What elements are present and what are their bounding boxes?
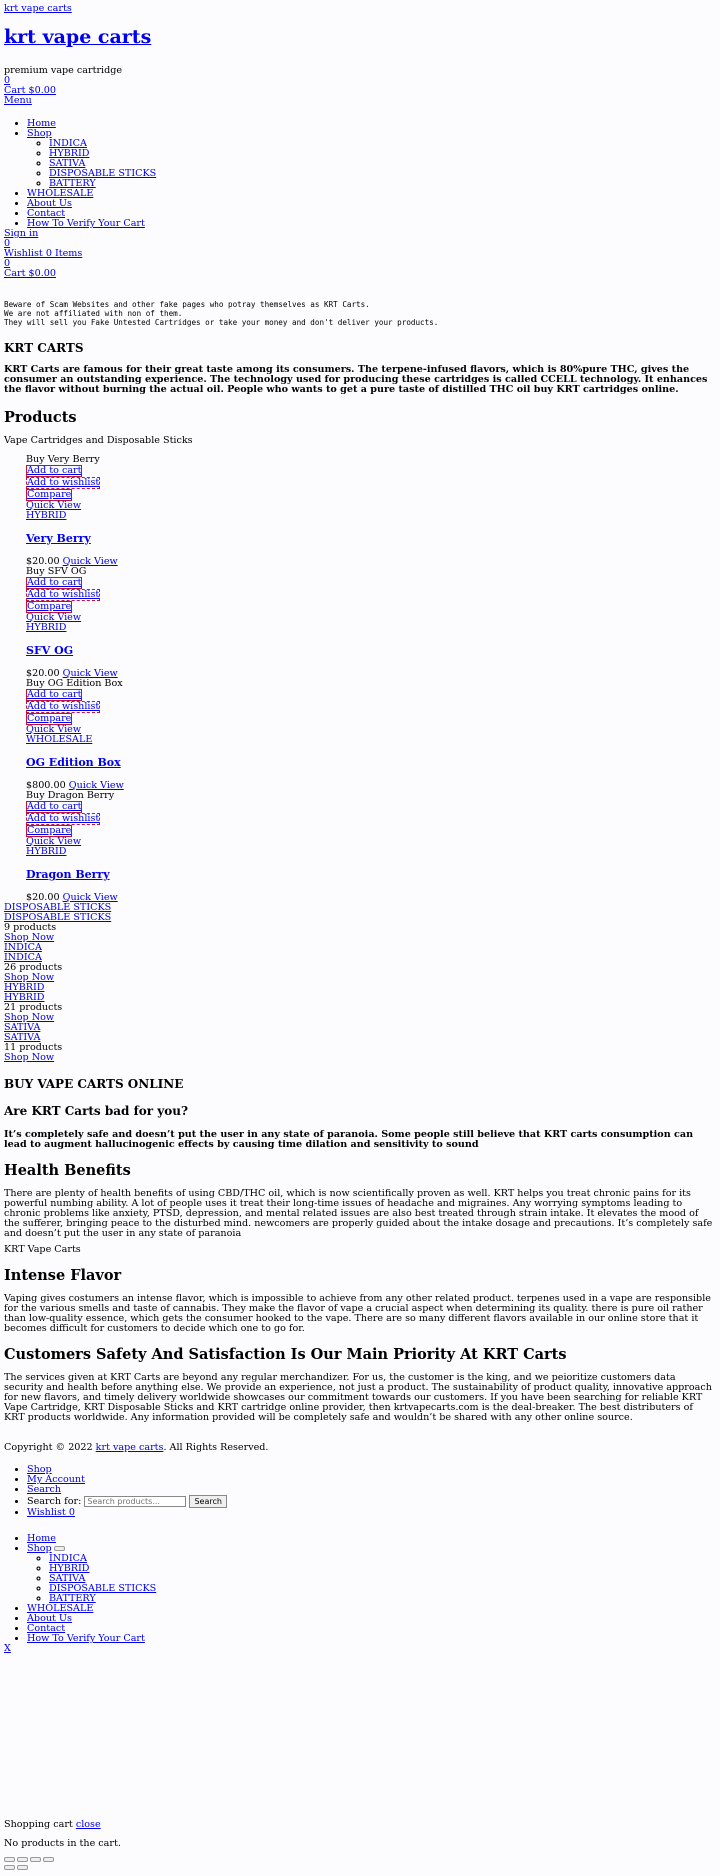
product-price: $800.00 bbox=[26, 780, 66, 791]
add-to-cart-button[interactable]: Add to cart bbox=[27, 689, 82, 700]
product-title[interactable]: Very Berry bbox=[26, 532, 91, 545]
bottom-toolbar bbox=[4, 1465, 716, 1518]
category-count: 26 products bbox=[4, 962, 63, 973]
nav-hybrid[interactable]: HYBRID bbox=[49, 148, 90, 159]
primary-nav bbox=[4, 119, 716, 229]
products-heading: Products bbox=[4, 409, 77, 426]
site-logo[interactable]: krt vape carts bbox=[4, 3, 72, 14]
category-name[interactable]: SATIVA bbox=[4, 1032, 41, 1043]
compare-button[interactable]: Compare bbox=[27, 825, 72, 836]
add-to-cart-button[interactable]: Add to cart bbox=[27, 577, 82, 588]
shop-now-link[interactable]: Shop Now bbox=[4, 1012, 55, 1023]
toolbar-search[interactable]: Search bbox=[27, 1484, 62, 1495]
nav-home[interactable]: Home bbox=[27, 118, 56, 129]
nav-sativa[interactable]: SATIVA bbox=[49, 158, 86, 169]
category-count: 9 products bbox=[4, 922, 57, 933]
compare-button[interactable]: Compare bbox=[27, 601, 72, 612]
nav-about[interactable]: About Us bbox=[27, 198, 72, 209]
product-category[interactable]: WHOLESALE bbox=[26, 734, 93, 745]
product-category[interactable]: HYBRID bbox=[26, 622, 67, 633]
copyright bbox=[4, 1443, 716, 1453]
product-card bbox=[4, 567, 716, 679]
category-count: 11 products bbox=[4, 1042, 63, 1053]
copyright-site-link[interactable]: krt vape carts bbox=[95, 1442, 164, 1453]
quick-view-link[interactable]: Quick View bbox=[62, 668, 118, 679]
header-cart-link[interactable]: Cart $0.00 bbox=[4, 85, 57, 96]
product-image[interactable]: Buy SFV OG bbox=[26, 566, 87, 577]
category-tile bbox=[4, 1023, 716, 1063]
side-cart-controls bbox=[4, 1857, 121, 1863]
mobile-nav-verify[interactable]: How To Verify Your Cart bbox=[27, 1633, 145, 1644]
add-to-cart-button[interactable]: Add to cart bbox=[27, 465, 82, 476]
menu-toggle[interactable]: Menu bbox=[4, 95, 32, 106]
add-to-cart-button[interactable]: Add to cart bbox=[27, 801, 82, 812]
side-cart-close[interactable]: close bbox=[75, 1819, 101, 1830]
product-category[interactable]: HYBRID bbox=[26, 510, 67, 521]
control-button[interactable] bbox=[4, 1857, 15, 1862]
product-card bbox=[4, 791, 716, 903]
category-image[interactable]: SATIVA bbox=[4, 1022, 41, 1033]
add-to-wishlist-button[interactable]: Add to wishlist bbox=[27, 477, 100, 488]
wishlist-count[interactable]: 0 bbox=[4, 238, 11, 249]
product-price: $20.00 bbox=[26, 668, 60, 679]
quick-view-link[interactable]: Quick View bbox=[26, 612, 82, 623]
add-to-wishlist-button[interactable]: Add to wishlist bbox=[27, 589, 100, 600]
safety-heading: Customers Safety And Satisfaction Is Our Main Priority At KRT Carts bbox=[4, 1346, 567, 1363]
site-tagline: premium vape cartridge bbox=[4, 65, 123, 76]
quick-view-link[interactable]: Quick View bbox=[62, 892, 118, 903]
product-image[interactable]: Buy Very Berry bbox=[26, 454, 100, 465]
category-name[interactable]: HYBRID bbox=[4, 992, 45, 1003]
flavor-text: Vaping gives costumers an intense flavor, which is impossible to achieve from any other related product. terpenes used in a vape are responsible for the various smells and taste of cannabis. They make the flavor of vape a crucial aspect when determining its quality. there is pure oil rather than low-quality essence, which gets the consumer hooked to the vape. There are so many different flavors available in our online store that it becomes difficult for customers to decide which one to go for. bbox=[4, 1293, 711, 1334]
side-cart-empty: No products in the cart. bbox=[4, 1838, 121, 1849]
buy-heading: BUY VAPE CARTS ONLINE bbox=[4, 1077, 184, 1091]
category-tile bbox=[4, 903, 716, 943]
search-button[interactable]: Search bbox=[189, 1495, 226, 1508]
copyright-suffix: . All Rights Reserved. bbox=[163, 1442, 269, 1453]
product-title[interactable]: SFV OG bbox=[26, 644, 74, 657]
product-price: $20.00 bbox=[26, 892, 60, 903]
wishlist-link[interactable]: Wishlist 0 Items bbox=[4, 248, 83, 259]
category-tile bbox=[4, 983, 716, 1023]
mobile-nav-contact[interactable]: Contact bbox=[27, 1623, 66, 1634]
submenu-toggle-button[interactable] bbox=[54, 1546, 65, 1551]
control-button[interactable] bbox=[4, 1865, 15, 1870]
mobile-nav-sativa[interactable]: SATIVA bbox=[49, 1573, 86, 1584]
control-button[interactable] bbox=[43, 1857, 54, 1862]
health-text: There are plenty of health benefits of using CBD/THC oil, which is now scientifically proven as well. KRT helps you treat chronic pains for its powerful numbing ability. A lot of people uses it treat their long-time issues of headache and migraines. Any worrying symptoms leading to chronic problems like anxiety, PTSD, depression, and mental related issues are also best treated through strain intake. It elevates the mood of the sufferer, bringing peace to the disturbed mind. newcomers are properly guided about the intake dosage and precautions. It’s completely safe and doesn’t put the user in any state of paranoia bbox=[4, 1188, 713, 1239]
category-count: 21 products bbox=[4, 1002, 63, 1013]
product-list bbox=[4, 455, 716, 903]
toolbar-wishlist[interactable]: Wishlist 0 bbox=[27, 1507, 75, 1518]
flavor-heading: Intense Flavor bbox=[4, 1267, 122, 1284]
category-image[interactable]: HYBRID bbox=[4, 982, 45, 993]
krt-vape-carts-image: KRT Vape Carts bbox=[4, 1244, 81, 1255]
mobile-nav bbox=[4, 1534, 716, 1644]
products-subheading: Vape Cartridges and Disposable Sticks bbox=[4, 435, 193, 446]
product-price: $20.00 bbox=[26, 556, 60, 567]
toolbar-my-account[interactable]: My Account bbox=[27, 1474, 85, 1485]
intro-text: KRT Carts are famous for their great taste among its consumers. The terpene-infused flavors, which is 80%pure THC, gives the consumer an outstanding experience. The technology used for producing these cartridges is called CCELL technology. It enhances the flavor without burning the actual oil. People who wants to get a pure taste of distilled THC oil buy KRT cartridges online. bbox=[4, 364, 708, 395]
scam-notice bbox=[4, 300, 716, 327]
mobile-nav-indica[interactable]: INDICA bbox=[49, 1553, 87, 1564]
shop-now-link[interactable]: Shop Now bbox=[4, 932, 55, 943]
nav-battery[interactable]: BATTERY bbox=[49, 178, 96, 189]
product-image[interactable]: Buy OG Edition Box bbox=[26, 678, 123, 689]
safety-text: The services given at KRT Carts are beyond any regular merchandizer. For us, the customer is the king, and we peioritize customers data security and health before anything else. We provide an experience, not just a product. The sustainability of product quality, innovative approach for new flavors, and timely delivery worldwide showcases our commitment towards our customers. If you have been searching for reliable KRT Vape Cartridge, KRT Disposable Sticks and KRT cartridge online provider, then krtvapecarts.com is the deal-breaker. The best distributers of KRT products worldwide. Any information provided will be completely safe and wouldn’t be shared with any other online source. bbox=[4, 1372, 712, 1423]
compare-button[interactable]: Compare bbox=[27, 713, 72, 724]
category-name[interactable]: DISPOSABLE STICKS bbox=[4, 912, 112, 923]
mobile-nav-disposable-sticks[interactable]: DISPOSABLE STICKS bbox=[49, 1583, 157, 1594]
nav-wholesale[interactable]: WHOLESALE bbox=[27, 188, 94, 199]
mobile-nav-wholesale[interactable]: WHOLESALE bbox=[27, 1603, 94, 1614]
nav-verify[interactable]: How To Verify Your Cart bbox=[27, 218, 145, 229]
control-button[interactable] bbox=[30, 1857, 41, 1862]
nav-disposable-sticks[interactable]: DISPOSABLE STICKS bbox=[49, 168, 157, 179]
intro-heading: KRT CARTS bbox=[4, 341, 84, 355]
site-title[interactable]: krt vape carts bbox=[4, 26, 152, 48]
quick-view-link[interactable]: Quick View bbox=[68, 780, 124, 791]
quick-view-link[interactable]: Quick View bbox=[26, 724, 82, 735]
category-tile bbox=[4, 943, 716, 983]
add-to-wishlist-button[interactable]: Add to wishlist bbox=[27, 813, 100, 824]
notice-line-1: Beware of Scam Websites and other fake pages who potray themselves as KRT Carts. bbox=[4, 300, 370, 309]
account-cart-link[interactable]: Cart $0.00 bbox=[4, 268, 57, 279]
nav-shop[interactable]: Shop bbox=[27, 128, 52, 139]
search-input[interactable] bbox=[84, 1496, 186, 1507]
mobile-nav-shop[interactable]: Shop bbox=[27, 1543, 52, 1554]
mobile-nav-about[interactable]: About Us bbox=[27, 1613, 72, 1624]
control-button[interactable] bbox=[17, 1857, 28, 1862]
control-button[interactable] bbox=[17, 1865, 28, 1870]
compare-button[interactable]: Compare bbox=[27, 489, 72, 500]
product-card bbox=[4, 679, 716, 791]
add-to-wishlist-button[interactable]: Add to wishlist bbox=[27, 701, 100, 712]
bad-heading: Are KRT Carts bad for you? bbox=[4, 1104, 189, 1118]
category-list bbox=[4, 903, 716, 1063]
health-heading: Health Benefits bbox=[4, 1162, 131, 1179]
quick-view-link[interactable]: Quick View bbox=[26, 836, 82, 847]
product-category[interactable]: HYBRID bbox=[26, 846, 67, 857]
bad-text: It’s completely safe and doesn’t put the user in any state of paranoia. Some people still believe that KRT carts consumption can lead to augment hallucinogenic effects by causing time dilation and sensitivity to sound bbox=[4, 1129, 694, 1150]
notice-line-2: We are not affiliated with non of them. bbox=[4, 309, 183, 318]
quick-view-link[interactable]: Quick View bbox=[62, 556, 118, 567]
quick-view-link[interactable]: Quick View bbox=[26, 500, 82, 511]
side-cart-title: Shopping cart bbox=[4, 1819, 76, 1830]
side-cart-header bbox=[4, 1820, 121, 1830]
side-cart bbox=[4, 1820, 121, 1871]
category-image[interactable]: DISPOSABLE STICKS bbox=[4, 902, 112, 913]
toolbar-shop[interactable]: Shop bbox=[27, 1464, 52, 1475]
mobile-nav-home[interactable]: Home bbox=[27, 1533, 56, 1544]
category-name[interactable]: INDICA bbox=[4, 952, 42, 963]
shop-now-link[interactable]: Shop Now bbox=[4, 972, 55, 983]
product-title[interactable]: Dragon Berry bbox=[26, 868, 110, 881]
product-title[interactable]: OG Edition Box bbox=[26, 756, 121, 769]
shop-now-link[interactable]: Shop Now bbox=[4, 1052, 55, 1063]
copyright-prefix: Copyright © 2022 bbox=[4, 1442, 96, 1453]
mobile-nav-battery[interactable]: BATTERY bbox=[49, 1593, 96, 1604]
category-image[interactable]: INDICA bbox=[4, 942, 42, 953]
mobile-menu-close[interactable]: X bbox=[4, 1643, 11, 1654]
mobile-nav-hybrid[interactable]: HYBRID bbox=[49, 1563, 90, 1574]
account-cart-count[interactable]: 0 bbox=[4, 258, 11, 269]
notice-line-3: They will sell you Fake Untested Cartridges or take your money and don't deliver your products. bbox=[4, 318, 439, 327]
side-cart-controls bbox=[4, 1865, 121, 1871]
product-image[interactable]: Buy Dragon Berry bbox=[26, 790, 115, 801]
search-label: Search for: bbox=[27, 1496, 82, 1507]
search-form bbox=[27, 1495, 716, 1508]
header-cart-count[interactable]: 0 bbox=[4, 75, 11, 86]
nav-contact[interactable]: Contact bbox=[27, 208, 66, 219]
nav-indica[interactable]: INDICA bbox=[49, 138, 87, 149]
sign-in-link[interactable]: Sign in bbox=[4, 228, 39, 239]
product-card bbox=[4, 455, 716, 567]
